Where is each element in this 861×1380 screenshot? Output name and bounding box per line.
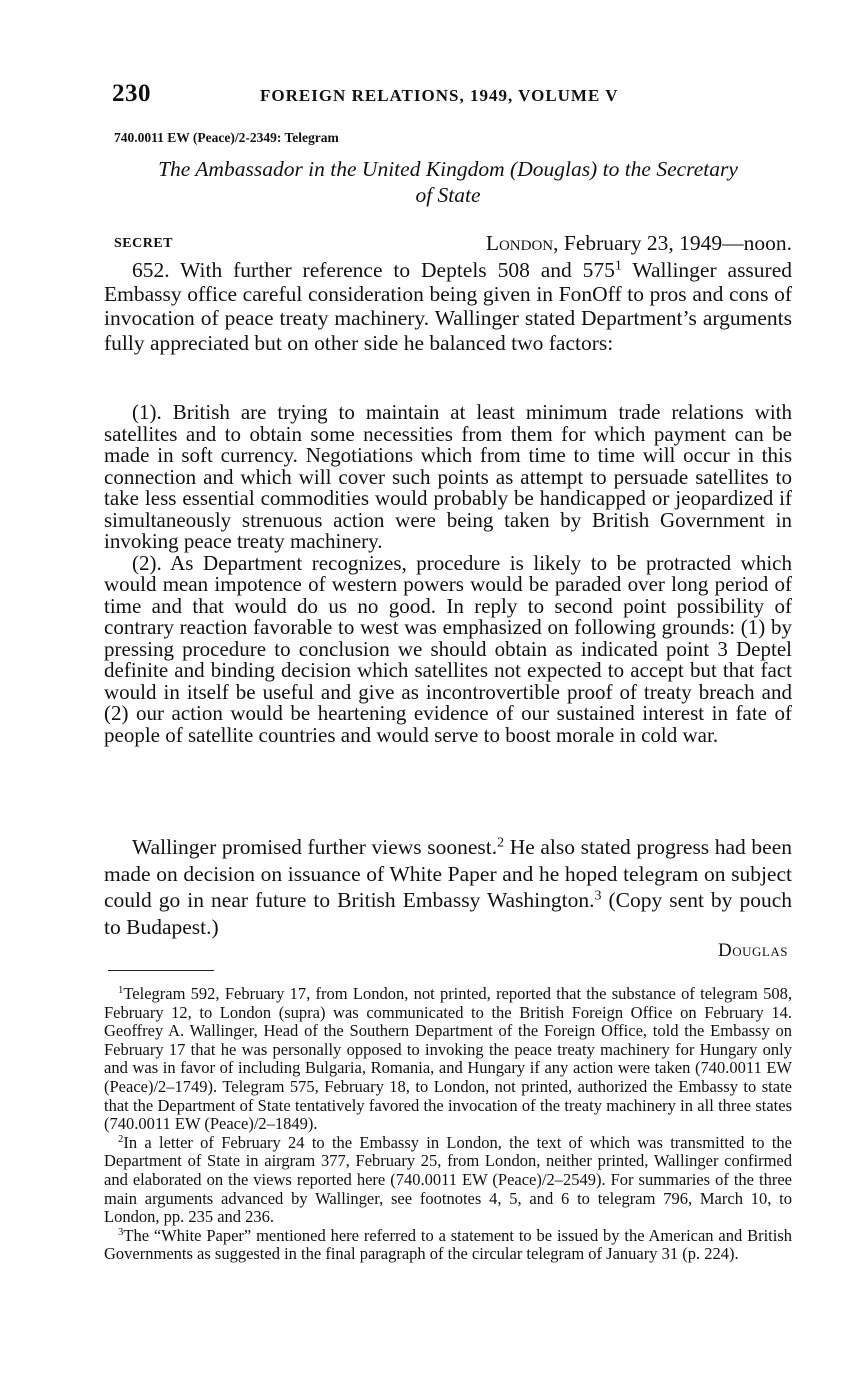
page-number: 230	[112, 80, 151, 107]
running-head: FOREIGN RELATIONS, 1949, VOLUME V	[260, 86, 619, 105]
telegram-opening	[104, 258, 792, 355]
footnote-ref-1: 1	[614, 258, 622, 274]
footnote-mark: 2	[118, 1132, 124, 1145]
title-line-1: The Ambassador in the United Kingdom (Douglas) to the Secretary	[158, 157, 738, 181]
footnote-text: In a letter of February 24 to the Embassy in London, the text of which was transmitted to the Department of State in airgram 377, February 25, from London, neither printed, Wallinger confirmed and elaborated on the views reported here (740.0011 EW (Peace)/2–2549). For summaries of the three main arguments advanced by Wallinger, see footnotes 4, 5, and 6 to telegram 796, March 10, to London, pp. 235 and 236.	[104, 1132, 792, 1227]
factor-2: (2). As Department recognizes, procedure is likely to be protracted which would mean impotence of western powers would be paraded over long period of time and that would do us no good. In reply to second point possibility of contrary reaction favorable to west was emphasized on following grounds: (1) by pressing procedure to conclusion we should obtain as indicated point 3 Deptel definite and binding decision which satellites not expected to accept but that fact would in itself be useful and give as incontrovertible proof of treaty breach and (2) our action would be heartening evidence of our sustained interest in fate of people of satellite countries and would serve to boost morale in cold war.	[104, 550, 792, 747]
place-name: London	[485, 231, 554, 255]
footnote-3	[104, 1227, 792, 1264]
classification-label: SECRET	[114, 236, 174, 251]
footnote-2	[104, 1134, 792, 1227]
page-header	[104, 80, 792, 114]
paragraph-text: Wallinger assured Embassy office careful consideration being given in FonOff to pros and cons of invocation of peace treaty machinery. Wallinger stated Department’s arguments fully appreciated but on other side he balanced two factors:	[104, 258, 793, 355]
document-title	[104, 156, 792, 208]
paragraph-text: 652. With further reference to Deptels 508 and 575	[132, 258, 615, 282]
closing-text	[104, 834, 792, 940]
dateline	[104, 231, 792, 257]
date-text: , February 23, 1949—noon.	[553, 231, 792, 255]
footnote-text: Telegram 592, February 17, from London, not printed, reported that the substance of telegram 508, February 12, to London (supra) was communicated to the British Foreign Office on February 14. Geoffrey A. Wallinger, Head of the Southern Department of the Foreign Office, told the Embassy on February 17 that he was personally opposed to invoking the peace treaty machinery for Hungary only and was in favor of including Bulgaria, Romania, and Hungary if any action were taken (740.0011 EW (Peace)/2–1749). Telegram 575, February 18, to London, not printed, authorized the Embassy to state that the Department of State tentatively favored the invocation of the treaty machinery in all three states (740.0011 EW (Peace)/2–1849).	[104, 984, 792, 1134]
footnote-ref-2: 2	[497, 835, 505, 851]
title-line-2: of State	[415, 183, 481, 207]
paragraph-text: Wallinger promised further views soonest.	[132, 835, 498, 859]
footnote-text: The “White Paper” mentioned here referred to a statement to be issued by the American and British Governments as suggested in the final paragraph of the circular telegram of January 31 (p. 224).	[104, 1225, 792, 1264]
factors-block	[104, 402, 792, 746]
footnote-divider	[108, 970, 214, 971]
footnote-ref-3: 3	[594, 888, 602, 904]
paragraph-text: (Copy sent by pouch to Budapest.)	[104, 888, 792, 939]
closing-paragraph	[104, 834, 792, 940]
footnote-1	[104, 985, 792, 1134]
paragraph-652	[104, 258, 792, 355]
footnote-mark: 1	[118, 984, 124, 997]
file-reference: 740.0011 EW (Peace)/2-2349: Telegram	[114, 130, 339, 145]
factor-1: (1). British are trying to maintain at least minimum trade relations with satellites and to obtain some necessities from them for which payment can be made in soft currency. Negotiations which from time to time will occur in this connection and which will cover such points as attempt to persuade satellites to take less essential commodities would probably be handicapped or jeopardized if simultaneously strenuous action were being taken by British Government in invoking peace treaty machinery.	[104, 400, 792, 553]
signature: Douglas	[718, 940, 788, 961]
footnote-mark: 3	[118, 1225, 124, 1238]
paragraph-text: He also stated progress had been made on decision on issuance of White Paper and he hoped telegram on subject could go in near future to British Embassy Washington.	[104, 835, 792, 912]
date-line	[486, 231, 792, 256]
footnotes	[104, 985, 792, 1264]
